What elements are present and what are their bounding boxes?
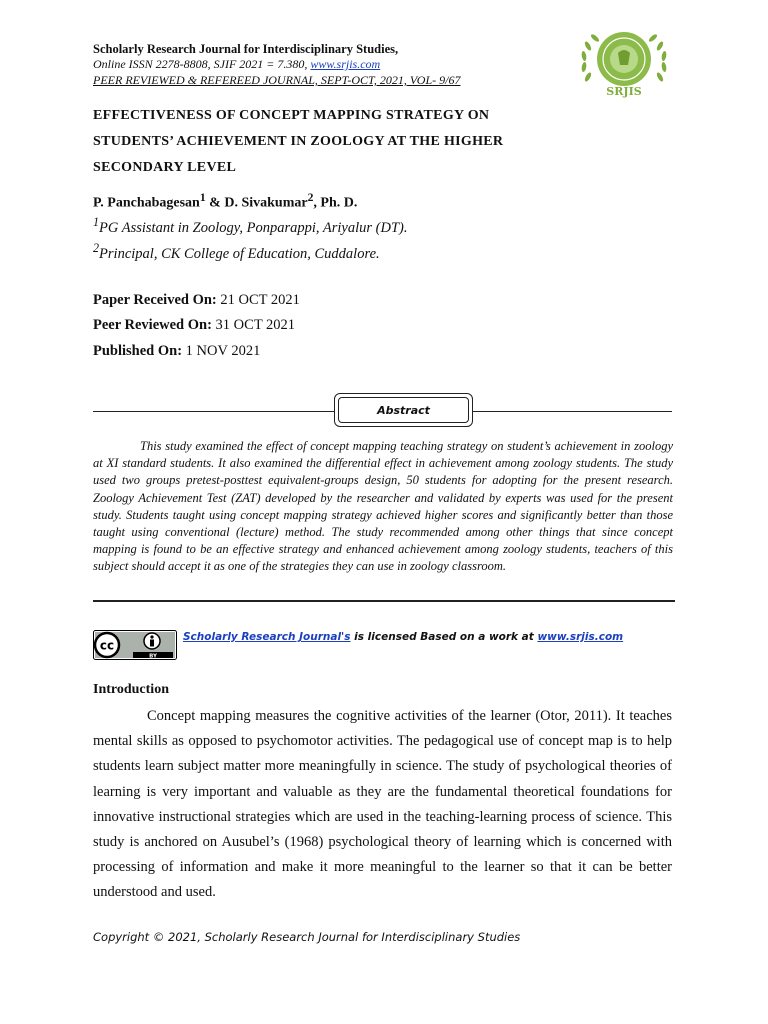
by-label: BY bbox=[149, 653, 157, 660]
paper-title bbox=[93, 103, 565, 181]
author-2: & D. Sivakumar bbox=[205, 195, 308, 211]
authors bbox=[93, 191, 357, 212]
license-statement bbox=[183, 631, 623, 643]
date-reviewed-value: 31 OCT 2021 bbox=[211, 317, 296, 333]
date-published-label: Published On: bbox=[93, 343, 183, 359]
journal-license-link[interactable]: Scholarly Research Journal's bbox=[183, 631, 351, 643]
affiliation-1-text: PG Assistant in Zoology, Ponparappi, Ariyalur (DT). bbox=[99, 219, 408, 236]
abstract-rule-left bbox=[93, 411, 334, 412]
abstract-heading: Abstract bbox=[338, 397, 469, 423]
date-reviewed-label: Peer Reviewed On: bbox=[93, 317, 212, 333]
affiliation-2-sup: 2 bbox=[93, 241, 100, 255]
issn-text: Online ISSN 2278-8808, SJIF 2021 = 7.380, bbox=[93, 57, 311, 71]
author-1: P. Panchabagesan bbox=[93, 195, 200, 211]
affiliation-2-text: Principal, CK College of Education, Cuddalore. bbox=[99, 245, 380, 262]
date-received bbox=[93, 292, 300, 309]
logo-text: SRJIS bbox=[606, 85, 642, 98]
date-published bbox=[93, 343, 260, 360]
title-line-2: STUDENTS’ ACHIEVEMENT IN ZOOLOGY AT THE HIGHER bbox=[93, 134, 504, 149]
abstract-text: This study examined the effect of concept mapping teaching strategy on student’s achievement in zoology at XI standard students. It also examined the differential effect in achievement among zoology students. The study used two groups pretest-posttest equivalent-groups design, 50 students for adopting for the present research. Zoology Achievement Test (ZAT) developed by the researcher and validated by experts was used for the present study. Students taught using concept mapping strategy achieved higher scores and significantly better than those taught using conventional (lecture) method. The study recommended among other things that since concept mapping is found to be an effective strategy and enhanced achievement among zoology students, teachers of this subject should accept it as one of the strategies they can use in zoology classroom. bbox=[93, 439, 673, 574]
license-middle-text: is licensed Based on a work at bbox=[350, 631, 538, 643]
cc-by-license-icon[interactable] bbox=[93, 630, 177, 660]
journal-logo bbox=[574, 25, 674, 101]
title-line-1: EFFECTIVENESS OF CONCEPT MAPPING STRATEGY ON bbox=[93, 108, 490, 123]
author-suffix: , Ph. D. bbox=[313, 195, 358, 211]
issn-line bbox=[93, 57, 380, 72]
abstract-body bbox=[93, 438, 673, 576]
introduction-heading: Introduction bbox=[93, 682, 169, 697]
peer-review-line: PEER REVIEWED & REFEREED JOURNAL, SEPT-OCT, 2021, VOL- 9/67 bbox=[93, 73, 461, 87]
date-received-value: 21 OCT 2021 bbox=[216, 292, 300, 308]
abstract-bottom-rule bbox=[93, 600, 675, 602]
copyright-footer: Copyright © 2021, Scholarly Research Journal for Interdisciplinary Studies bbox=[93, 930, 521, 944]
journal-name: Scholarly Research Journal for Interdisciplinary Studies, bbox=[93, 42, 399, 56]
abstract-rule-right bbox=[473, 411, 672, 412]
date-received-label: Paper Received On: bbox=[93, 292, 217, 308]
srjis-url-link[interactable]: www.srjis.com bbox=[537, 631, 624, 643]
affiliation-2 bbox=[93, 241, 380, 263]
affiliation-1-sup: 1 bbox=[93, 215, 100, 229]
date-published-value: 1 NOV 2021 bbox=[182, 343, 261, 359]
affiliation-1 bbox=[93, 215, 407, 237]
abstract-heading-box bbox=[334, 393, 473, 427]
journal-website-link[interactable]: www.srjis.com bbox=[310, 57, 381, 71]
introduction-body bbox=[93, 704, 672, 906]
date-reviewed bbox=[93, 317, 295, 334]
cc-label: cc bbox=[99, 638, 115, 653]
author-1-sup: 1 bbox=[199, 191, 206, 204]
author-2-sup: 2 bbox=[307, 191, 314, 204]
title-line-3: SECONDARY LEVEL bbox=[93, 160, 237, 175]
introduction-text: Concept mapping measures the cognitive activities of the learner (Otor, 2011). It teaches mental skills as opposed to psychomotor activities. The pedagogical use of concept map is to help students learn subject matter more meaningfully in science. The study of psychological theories of learning is very important and valuable as they are the fundamental theoretical foundations for innovative instructional strategies which are used in the teaching-learning process of science. This study is anchored on Ausubel’s (1968) psychological theory of learning which is concerned with processing of information and make it more meaningful to the learner so that it can be better understood and used. bbox=[93, 708, 672, 901]
